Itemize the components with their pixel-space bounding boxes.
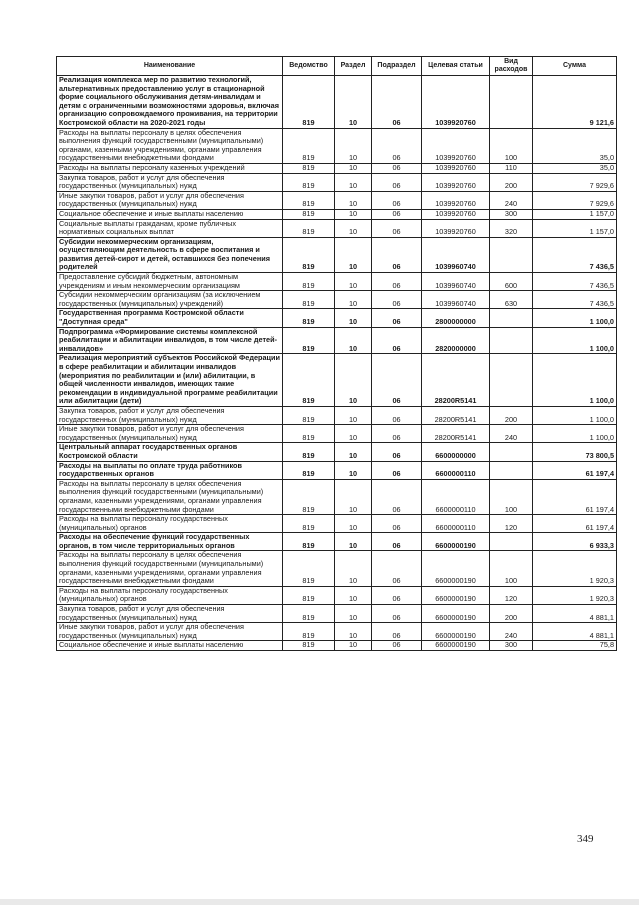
cell-celevaya: 6600000190	[422, 623, 490, 641]
cell-vedomstvo: 819	[283, 219, 335, 237]
cell-vedomstvo: 819	[283, 623, 335, 641]
cell-summa: 1 920,3	[533, 551, 617, 586]
cell-name: Закупка товаров, работ и услуг для обеспечения государственных (муниципальных) нужд	[57, 173, 283, 191]
table-row	[57, 354, 617, 407]
cell-name: Реализация мероприятий субъектов Российской Федерации в сфере реабилитации и абилитации инвалидов (мероприятия по реабилитации и (или) абилитации, в общей численности инвалидов, имеющих такие рекомендации в индивидуальной программе реабилитации или абилитации (дети)	[57, 354, 283, 407]
cell-vedomstvo: 819	[283, 76, 335, 129]
cell-celevaya: 28200R5141	[422, 406, 490, 424]
cell-vedomstvo: 819	[283, 273, 335, 291]
cell-summa: 35,0	[533, 128, 617, 163]
cell-summa: 75,8	[533, 641, 617, 651]
cell-vedomstvo: 819	[283, 515, 335, 533]
cell-celevaya: 1039920760	[422, 128, 490, 163]
cell-podrazdel: 06	[372, 623, 422, 641]
cell-name: Субсидии некоммерческим организациям (за исключением государственных (муниципальных) учреждений)	[57, 291, 283, 309]
table-row	[57, 641, 617, 651]
cell-podrazdel: 06	[372, 237, 422, 272]
cell-podrazdel: 06	[372, 586, 422, 604]
cell-celevaya: 6600000190	[422, 551, 490, 586]
cell-vedomstvo: 819	[283, 309, 335, 327]
cell-vid	[490, 533, 533, 551]
page-number: 349	[577, 833, 594, 845]
cell-vid: 100	[490, 479, 533, 514]
cell-name: Закупка товаров, работ и услуг для обеспечения государственных (муниципальных) нужд	[57, 406, 283, 424]
cell-summa: 1 100,0	[533, 354, 617, 407]
cell-vedomstvo: 819	[283, 354, 335, 407]
cell-vid: 100	[490, 128, 533, 163]
cell-razdel: 10	[335, 406, 372, 424]
cell-podrazdel: 06	[372, 551, 422, 586]
cell-podrazdel: 06	[372, 443, 422, 461]
cell-summa: 6 933,3	[533, 533, 617, 551]
table-row	[57, 479, 617, 514]
cell-summa: 7 436,5	[533, 291, 617, 309]
cell-razdel: 10	[335, 515, 372, 533]
cell-celevaya: 1039960740	[422, 237, 490, 272]
cell-celevaya: 1039920760	[422, 173, 490, 191]
cell-vid	[490, 443, 533, 461]
cell-vedomstvo: 819	[283, 237, 335, 272]
cell-razdel: 10	[335, 273, 372, 291]
cell-razdel: 10	[335, 128, 372, 163]
cell-razdel: 10	[335, 586, 372, 604]
cell-summa: 7 929,6	[533, 191, 617, 209]
cell-celevaya: 1039920760	[422, 219, 490, 237]
cell-summa: 7 436,5	[533, 273, 617, 291]
cell-celevaya: 6600000190	[422, 605, 490, 623]
cell-summa: 4 881,1	[533, 605, 617, 623]
cell-celevaya: 6600000190	[422, 586, 490, 604]
cell-name: Социальное обеспечение и иные выплаты населению	[57, 641, 283, 651]
table-row	[57, 209, 617, 219]
cell-vid	[490, 309, 533, 327]
cell-razdel: 10	[335, 76, 372, 129]
cell-vedomstvo: 819	[283, 163, 335, 173]
cell-vid	[490, 327, 533, 354]
cell-name: Социальное обеспечение и иные выплаты населению	[57, 209, 283, 219]
cell-vedomstvo: 819	[283, 327, 335, 354]
cell-name: Расходы на выплаты по оплате труда работников государственных органов	[57, 461, 283, 479]
table-row	[57, 533, 617, 551]
cell-summa: 1 920,3	[533, 586, 617, 604]
cell-name: Расходы на выплаты персоналу государственных (муниципальных) органов	[57, 586, 283, 604]
cell-celevaya: 6600000190	[422, 533, 490, 551]
cell-razdel: 10	[335, 605, 372, 623]
table-row	[57, 76, 617, 129]
cell-celevaya: 28200R5141	[422, 354, 490, 407]
cell-name: Иные закупки товаров, работ и услуг для обеспечения государственных (муниципальных) нужд	[57, 425, 283, 443]
cell-vid: 300	[490, 641, 533, 651]
cell-razdel: 10	[335, 641, 372, 651]
cell-summa: 61 197,4	[533, 515, 617, 533]
cell-razdel: 10	[335, 533, 372, 551]
cell-razdel: 10	[335, 173, 372, 191]
cell-vid: 120	[490, 586, 533, 604]
cell-razdel: 10	[335, 425, 372, 443]
table-row	[57, 515, 617, 533]
cell-razdel: 10	[335, 191, 372, 209]
cell-podrazdel: 06	[372, 533, 422, 551]
cell-vid: 240	[490, 623, 533, 641]
cell-summa: 7 929,6	[533, 173, 617, 191]
cell-celevaya: 6600000190	[422, 641, 490, 651]
table-row	[57, 461, 617, 479]
cell-celevaya: 28200R5141	[422, 425, 490, 443]
cell-podrazdel: 06	[372, 76, 422, 129]
table-row	[57, 219, 617, 237]
table-row	[57, 291, 617, 309]
cell-podrazdel: 06	[372, 354, 422, 407]
cell-name: Закупка товаров, работ и услуг для обеспечения государственных (муниципальных) нужд	[57, 605, 283, 623]
cell-razdel: 10	[335, 219, 372, 237]
cell-razdel: 10	[335, 309, 372, 327]
cell-podrazdel: 06	[372, 191, 422, 209]
cell-name: Расходы на выплаты персоналу в целях обеспечения выполнения функций государственными (муниципальными) органами, казенными учреждениями, органами управления государственными внебюджетными фондами	[57, 479, 283, 514]
cell-name: Подпрограмма «Формирование системы комплексной реабилитации и абилитации инвалидов, в том числе детей-инвалидов»	[57, 327, 283, 354]
cell-vedomstvo: 819	[283, 479, 335, 514]
cell-celevaya: 1039960740	[422, 291, 490, 309]
cell-name: Иные закупки товаров, работ и услуг для обеспечения государственных (муниципальных) нужд	[57, 191, 283, 209]
cell-summa: 1 100,0	[533, 425, 617, 443]
table-row	[57, 309, 617, 327]
cell-celevaya: 6600000110	[422, 515, 490, 533]
cell-vid: 320	[490, 219, 533, 237]
cell-celevaya: 6600000110	[422, 461, 490, 479]
cell-celevaya: 6600000000	[422, 443, 490, 461]
cell-vedomstvo: 819	[283, 291, 335, 309]
cell-podrazdel: 06	[372, 163, 422, 173]
cell-razdel: 10	[335, 354, 372, 407]
cell-razdel: 10	[335, 461, 372, 479]
cell-vedomstvo: 819	[283, 551, 335, 586]
table-row	[57, 443, 617, 461]
cell-celevaya: 2800000000	[422, 309, 490, 327]
cell-vid: 200	[490, 173, 533, 191]
cell-vedomstvo: 819	[283, 425, 335, 443]
cell-celevaya: 2820000000	[422, 327, 490, 354]
cell-podrazdel: 06	[372, 209, 422, 219]
cell-vid: 100	[490, 551, 533, 586]
cell-summa: 1 100,0	[533, 406, 617, 424]
cell-vid: 600	[490, 273, 533, 291]
cell-vid: 120	[490, 515, 533, 533]
cell-summa: 1 100,0	[533, 309, 617, 327]
cell-vedomstvo: 819	[283, 191, 335, 209]
cell-podrazdel: 06	[372, 327, 422, 354]
cell-razdel: 10	[335, 237, 372, 272]
scan-edge-strip	[0, 899, 639, 905]
cell-vedomstvo: 819	[283, 443, 335, 461]
table-row	[57, 173, 617, 191]
table-row	[57, 273, 617, 291]
cell-summa: 61 197,4	[533, 461, 617, 479]
cell-celevaya: 1039920760	[422, 209, 490, 219]
cell-vid: 200	[490, 406, 533, 424]
header-vid: Вид расходов	[490, 57, 533, 76]
header-podrazdel: Подраздел	[372, 57, 422, 76]
cell-podrazdel: 06	[372, 515, 422, 533]
cell-vid: 200	[490, 605, 533, 623]
header-summa: Сумма	[533, 57, 617, 76]
header-name: Наименование	[57, 57, 283, 76]
cell-podrazdel: 06	[372, 406, 422, 424]
cell-vid: 240	[490, 191, 533, 209]
cell-name: Субсидии некоммерческим организациям, осуществляющим деятельность в сфере воспитания и развития детей-сирот и детей, оставшихся без попечения родителей	[57, 237, 283, 272]
cell-razdel: 10	[335, 327, 372, 354]
cell-celevaya: 6600000110	[422, 479, 490, 514]
cell-podrazdel: 06	[372, 173, 422, 191]
cell-name: Реализация комплекса мер по развитию технологий, альтернативных предоставлению услуг в стационарной форме социального обслуживания детям-инвалидам и детям с ограниченными возможностями здоровья, включая организацию сопровождаемого проживания, на территории Костромской области на 2020-2021 годы	[57, 76, 283, 129]
cell-summa: 35,0	[533, 163, 617, 173]
cell-podrazdel: 06	[372, 219, 422, 237]
cell-vedomstvo: 819	[283, 128, 335, 163]
cell-name: Расходы на выплаты персоналу в целях обеспечения выполнения функций государственными (муниципальными) органами, казенными учреждениями, органами управления государственными внебюджетными фондами	[57, 128, 283, 163]
cell-vid: 240	[490, 425, 533, 443]
table-row	[57, 551, 617, 586]
cell-summa: 1 100,0	[533, 327, 617, 354]
cell-vid	[490, 237, 533, 272]
cell-vid	[490, 461, 533, 479]
cell-summa: 7 436,5	[533, 237, 617, 272]
cell-name: Предоставление субсидий бюджетным, автономным учреждениям и иным некоммерческим организациям	[57, 273, 283, 291]
cell-vedomstvo: 819	[283, 173, 335, 191]
table-row	[57, 605, 617, 623]
cell-podrazdel: 06	[372, 128, 422, 163]
table-header-row	[57, 57, 617, 76]
cell-razdel: 10	[335, 443, 372, 461]
cell-summa: 1 157,0	[533, 219, 617, 237]
cell-podrazdel: 06	[372, 641, 422, 651]
header-razdel: Раздел	[335, 57, 372, 76]
cell-vedomstvo: 819	[283, 641, 335, 651]
table-row	[57, 128, 617, 163]
cell-podrazdel: 06	[372, 605, 422, 623]
cell-summa: 61 197,4	[533, 479, 617, 514]
table-row	[57, 586, 617, 604]
cell-name: Расходы на выплаты персоналу государственных (муниципальных) органов	[57, 515, 283, 533]
cell-name: Расходы на выплаты персоналу казенных учреждений	[57, 163, 283, 173]
cell-name: Государственная программа Костромской области "Доступная среда"	[57, 309, 283, 327]
cell-vedomstvo: 819	[283, 461, 335, 479]
cell-vid: 110	[490, 163, 533, 173]
cell-podrazdel: 06	[372, 291, 422, 309]
header-celevaya: Целевая статьи	[422, 57, 490, 76]
budget-table	[56, 56, 617, 651]
cell-vedomstvo: 819	[283, 406, 335, 424]
cell-vid: 630	[490, 291, 533, 309]
cell-summa: 1 157,0	[533, 209, 617, 219]
cell-podrazdel: 06	[372, 461, 422, 479]
cell-razdel: 10	[335, 209, 372, 219]
cell-summa: 73 800,5	[533, 443, 617, 461]
cell-celevaya: 1039920760	[422, 191, 490, 209]
cell-vid: 300	[490, 209, 533, 219]
table-row	[57, 623, 617, 641]
table-row	[57, 163, 617, 173]
cell-name: Расходы на обеспечение функций государственных органов, в том числе территориальных органов	[57, 533, 283, 551]
cell-celevaya: 1039920760	[422, 163, 490, 173]
cell-celevaya: 1039920760	[422, 76, 490, 129]
cell-podrazdel: 06	[372, 309, 422, 327]
cell-celevaya: 1039960740	[422, 273, 490, 291]
cell-vedomstvo: 819	[283, 209, 335, 219]
cell-razdel: 10	[335, 163, 372, 173]
cell-razdel: 10	[335, 291, 372, 309]
table-row	[57, 191, 617, 209]
table-row	[57, 406, 617, 424]
header-vedomstvo: Ведомство	[283, 57, 335, 76]
cell-summa: 4 881,1	[533, 623, 617, 641]
cell-vedomstvo: 819	[283, 533, 335, 551]
cell-razdel: 10	[335, 479, 372, 514]
table-row	[57, 425, 617, 443]
cell-name: Социальные выплаты гражданам, кроме публичных нормативных социальных выплат	[57, 219, 283, 237]
cell-podrazdel: 06	[372, 273, 422, 291]
cell-vid	[490, 76, 533, 129]
cell-name: Иные закупки товаров, работ и услуг для обеспечения государственных (муниципальных) нужд	[57, 623, 283, 641]
cell-vedomstvo: 819	[283, 605, 335, 623]
cell-podrazdel: 06	[372, 479, 422, 514]
cell-razdel: 10	[335, 623, 372, 641]
cell-vedomstvo: 819	[283, 586, 335, 604]
table-body	[57, 76, 617, 651]
cell-summa: 9 121,6	[533, 76, 617, 129]
table-row	[57, 327, 617, 354]
cell-name: Расходы на выплаты персоналу в целях обеспечения выполнения функций государственными (муниципальными) органами, казенными учреждениями, органами управления государственными внебюджетными фондами	[57, 551, 283, 586]
table-row	[57, 237, 617, 272]
cell-podrazdel: 06	[372, 425, 422, 443]
cell-name: Центральный аппарат государственных органов Костромской области	[57, 443, 283, 461]
cell-vid	[490, 354, 533, 407]
cell-razdel: 10	[335, 551, 372, 586]
